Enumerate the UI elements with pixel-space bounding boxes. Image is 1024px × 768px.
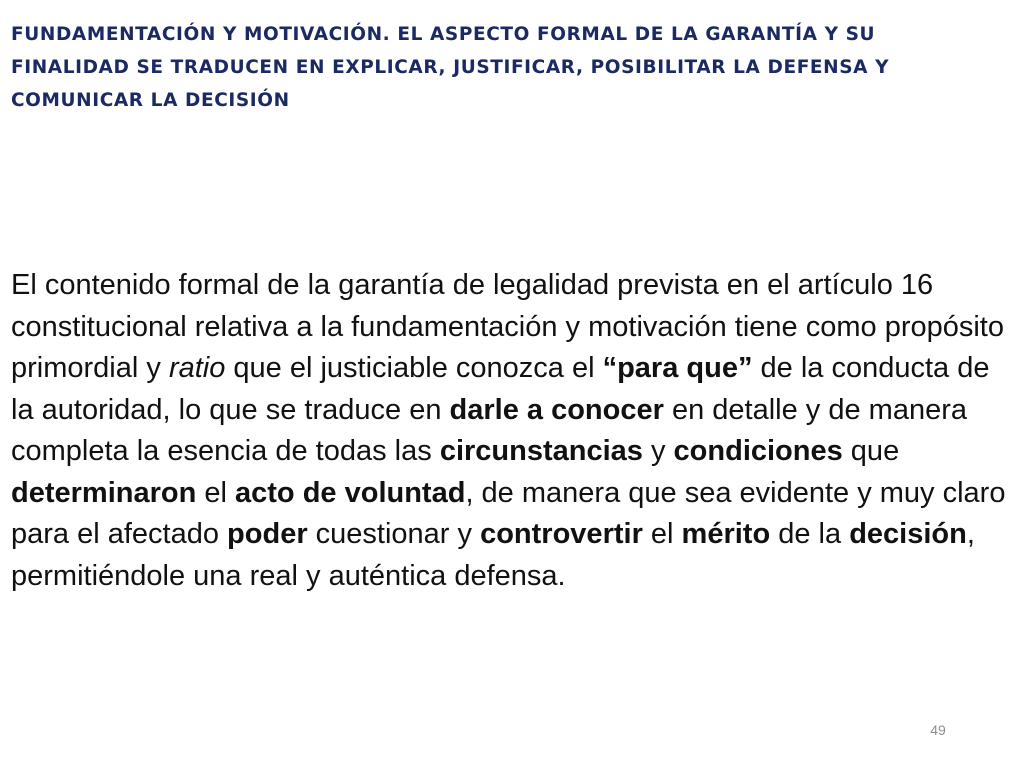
body-text-run: de la	[770, 518, 850, 550]
body-text-run-bold: condiciones	[673, 435, 843, 467]
body-text-run: el	[196, 476, 236, 509]
slide-title-line: FUNDAMENTACIÓN Y MOTIVACIÓN. EL ASPECTO FORMAL DE LA GARANTÍA Y SU	[11, 24, 876, 45]
body-text-run: el	[642, 518, 682, 550]
body-text-run: El contenido formal de la garantía de legalidad prevista en el artículo 16 constitucional relativa a la fundamentación y motivación tiene como propósito primordial y	[11, 269, 1004, 384]
body-text-run: cuestionar y	[307, 518, 481, 550]
body-text-run-bold: poder	[227, 518, 308, 550]
slide-title-line: COMUNICAR LA DECISIÓN	[11, 90, 290, 111]
body-text-run-bold: “para que”	[602, 352, 753, 384]
slide-body-paragraph	[11, 265, 1011, 597]
body-text-run: que	[842, 435, 900, 467]
body-text-run-bold: acto de voluntad	[235, 476, 466, 509]
body-text-run-italic: ratio	[168, 352, 226, 384]
slide-title-line: FINALIDAD SE TRADUCEN EN EXPLICAR, JUSTIFICAR, POSIBILITAR LA DEFENSA Y	[11, 57, 890, 78]
body-text-run: , permitiéndole una real y auténtica defensa.	[11, 518, 975, 592]
slide-title	[11, 18, 1011, 117]
slide-page-number: 49	[930, 722, 946, 738]
body-text-run: , de manera que sea evidente y muy claro para el afectado	[11, 476, 1006, 550]
body-text-run-bold: circunstancias	[439, 435, 643, 467]
body-text-run: que el justiciable conozca el	[225, 352, 603, 384]
body-text-run-bold: controvertir	[480, 518, 643, 550]
body-text-run: y	[642, 435, 674, 467]
body-text-run-bold: decisión	[849, 518, 967, 550]
body-text-run: de la conducta de la autoridad, lo que se traduce en	[11, 352, 990, 426]
body-text-run-bold: darle a conocer	[449, 393, 664, 426]
body-text-run: en detalle y de manera completa la esencia de todas las	[11, 393, 967, 467]
body-text-run-bold: determinaron	[11, 476, 197, 509]
body-text-run-bold: mérito	[681, 518, 771, 550]
